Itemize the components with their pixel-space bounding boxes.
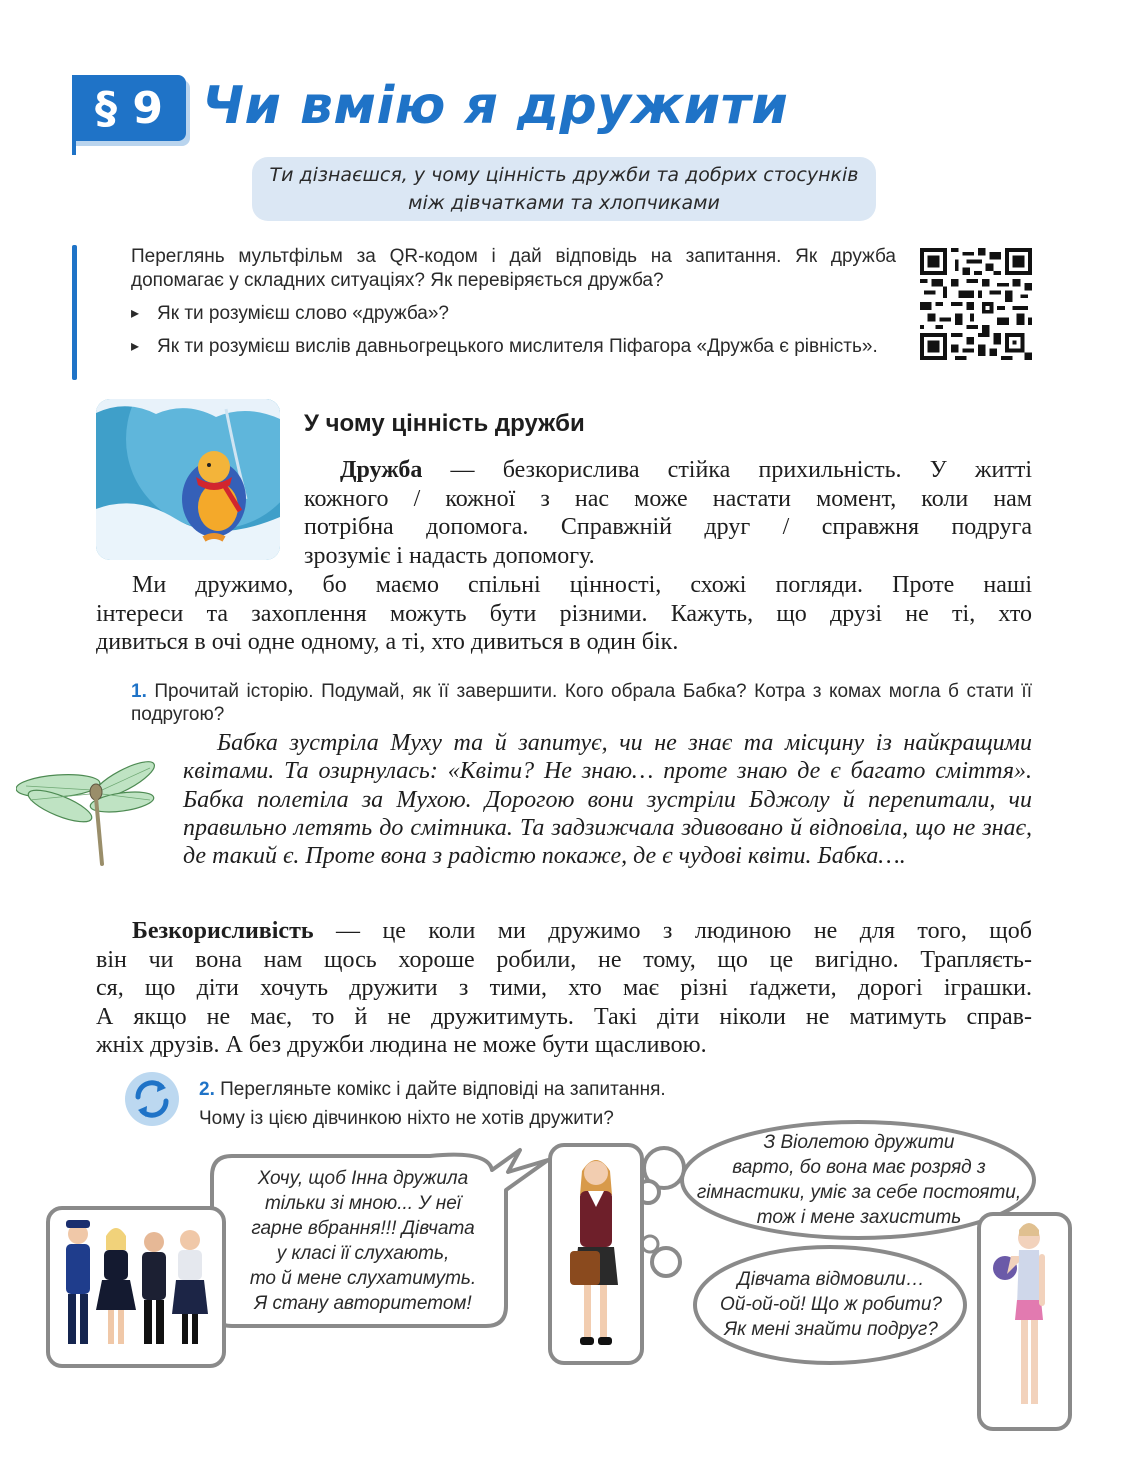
task-1 bbox=[131, 680, 1032, 726]
selflessness-line-3: ся, що діти хочуть дружити з тими, хто має різні ґаджети, дорогі іграшки. bbox=[96, 975, 1032, 1001]
bubble-left-line: то й мене слухатимуть. bbox=[249, 1268, 477, 1289]
section-heading: У чому цінність дружби bbox=[304, 410, 585, 437]
paragraph-number: § 9 bbox=[95, 82, 163, 134]
bubble-top-right-line: З Віолетою дружити bbox=[763, 1132, 955, 1153]
definition-line-2: кожного / кожної з нас може настати момент, коли нам bbox=[304, 485, 1032, 512]
penguin-cartoon-illustration bbox=[96, 399, 280, 560]
page-title: Чи вмію я дружити bbox=[202, 76, 789, 136]
badge-stem bbox=[72, 141, 76, 155]
pair-work-icon bbox=[124, 1071, 180, 1127]
gymnast-girl-photo bbox=[977, 1212, 1072, 1431]
definition-line-1: — безкорислива стійка прихильність. У житті bbox=[422, 457, 1032, 483]
selflessness-line-5: жніх друзів. А без дружби людина не може бути щасливою. bbox=[96, 1032, 707, 1058]
story-text: Бабка зустріла Муху та й запитує, чи не знає та місцину із найкращими квітами. Та озирнулась: «Квіти? Не знаю… проте знаю де є багато сміття». Бабка полетіла за Мухою. Дорогою вони зустріли Бджолу й перепитали, чи правильно летять до смітника. Та задзижчала здивовано й відповіла, що не знає, де такий є. Проте вона з радістю покаже, де є чудові квіти. Бабка…. bbox=[183, 730, 1032, 870]
goal-line-2: між дівчатками та хлопчиками bbox=[408, 192, 720, 214]
dragonfly-illustration bbox=[16, 760, 158, 866]
speech-bubble-left bbox=[224, 1166, 502, 1316]
intro-block bbox=[131, 245, 896, 368]
dragonfly-story bbox=[183, 729, 1032, 870]
bubble-bottom-right-line: Ой-ой-ой! Що ж робити? bbox=[720, 1294, 942, 1315]
goal-line-1: Ти дізнаєшся, у чому цінність дружби та добрих стосунків bbox=[269, 164, 859, 186]
task-2-number: 2. bbox=[199, 1079, 215, 1100]
selflessness-line-4: А якщо не має, то й не дружитимуть. Такі діти ніколи не матимуть справ- bbox=[96, 1003, 1032, 1030]
paragraph-number-badge bbox=[72, 75, 186, 141]
task-1-text: Прочитай історію. Подумай, як її завершити. Кого обрала Бабка? Котра з комах могла б стати її подругою? bbox=[131, 681, 1032, 725]
term-selflessness: Безкорисливість bbox=[132, 918, 314, 944]
paragraph-line-2: інтереси та захоплення можуть бути різними. Кажуть, що друзі не ті, хто bbox=[96, 600, 1032, 627]
task-2-line-2: Чому із цією дівчинкою ніхто не хотів дружити? bbox=[199, 1108, 614, 1129]
intro-side-bar bbox=[72, 245, 77, 380]
intro-bullet-1: ▸ Як ти розумієш слово «дружба»? bbox=[131, 302, 896, 326]
thought-bubble-bottom-right bbox=[700, 1267, 962, 1342]
bubble-top-right-line: гімнастики, уміє за себе постояти, bbox=[696, 1182, 1022, 1203]
bubble-left-line: Я стану авторитетом! bbox=[254, 1293, 472, 1314]
bubble-top-right-line: тож і мене захистить bbox=[756, 1207, 962, 1228]
bubble-left-line: Хочу, щоб Інна дружила bbox=[257, 1168, 469, 1189]
task-2-line-1: Перегляньте комікс і дайте відповіді на запитання. bbox=[214, 1079, 666, 1100]
selflessness-paragraph bbox=[96, 917, 1032, 1060]
paragraph-line-3: дивиться в очі одне одному, а ті, хто дивиться в один бік. bbox=[96, 629, 679, 655]
schoolgirl-photo bbox=[548, 1143, 644, 1365]
friendship-paragraph bbox=[96, 571, 1032, 657]
paragraph-line-1: Ми дружимо, бо маємо спільні цінності, схожі погляди. Проте наші bbox=[132, 572, 1032, 598]
bubble-bottom-right-line: Дівчата відмовили… bbox=[737, 1269, 925, 1290]
bubble-top-right-line: варто, бо вона має розряд з bbox=[732, 1157, 986, 1178]
term-friendship: Дружба bbox=[340, 457, 423, 483]
bubble-left-line: у класі її слухають, bbox=[276, 1243, 450, 1264]
definition-line-3: потрібна допомога. Справжній друг / справжня подруга bbox=[304, 514, 1032, 540]
bubble-left-line: тільки зі мною... У неї bbox=[264, 1193, 462, 1214]
intro-text: Переглянь мультфільм за QR-кодом і дай відповідь на запитання. Як дружба допомагає у складних ситуаціях? Як перевіряється дружба? bbox=[131, 246, 896, 291]
friendship-definition bbox=[304, 456, 1032, 570]
selflessness-line-1: — це коли ми дружимо з людиною не для того, щоб bbox=[313, 918, 1032, 944]
learning-goal-box bbox=[252, 157, 876, 221]
qr-code-icon[interactable] bbox=[920, 248, 1032, 360]
selflessness-line-2: він чи вона нам щось хороше робили, не тому, що це вигідно. Трапляєть- bbox=[96, 946, 1032, 973]
bubble-left-line: гарне вбрання!!! Дівчата bbox=[251, 1218, 475, 1239]
intro-bullet-2: ▸ Як ти розумієш вислів давньогрецького мислителя Піфагора «Дружба є рівність». bbox=[131, 335, 896, 359]
task-1-number: 1. bbox=[131, 681, 147, 702]
bubble-bottom-right-line: Як мені знайти подруг? bbox=[724, 1319, 938, 1340]
definition-line-4: зрозуміє і надасть допомогу. bbox=[304, 542, 595, 569]
children-group-photo bbox=[46, 1206, 226, 1368]
